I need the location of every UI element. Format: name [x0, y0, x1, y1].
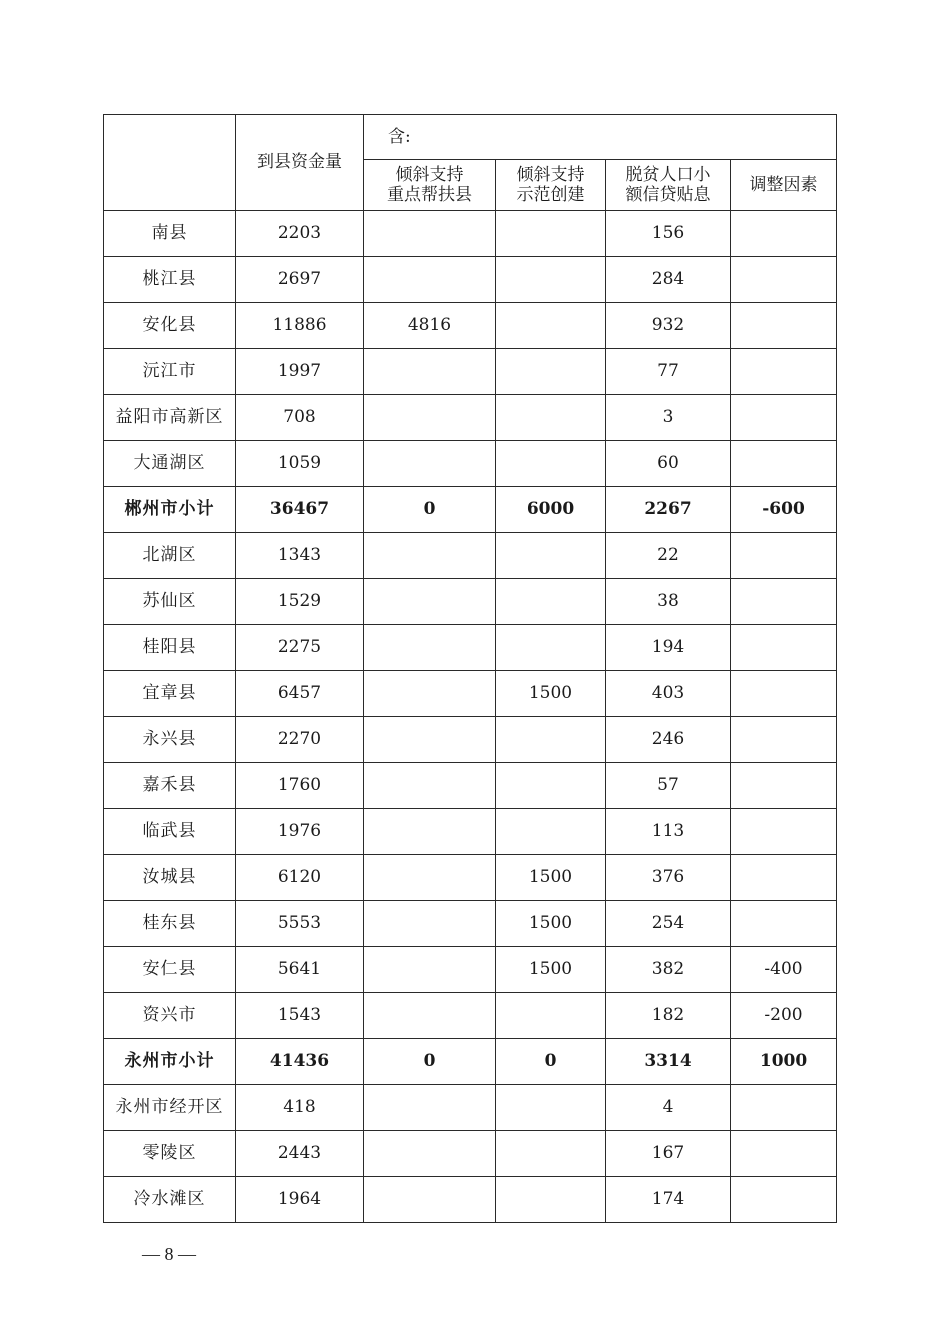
region-name-cell: 宜章县	[104, 671, 236, 717]
funds-total-cell: 1529	[236, 579, 364, 625]
region-name-cell: 北湖区	[104, 533, 236, 579]
region-name-cell: 桃江县	[104, 257, 236, 303]
funds-table-body	[104, 115, 837, 1223]
key-county-support-cell	[364, 671, 496, 717]
adjustment-factor-cell	[731, 441, 837, 487]
table-row	[104, 257, 837, 303]
table-row	[104, 1131, 837, 1177]
adjustment-factor-cell	[731, 1131, 837, 1177]
adjustment-factor-cell	[731, 395, 837, 441]
demo-support-cell	[496, 257, 606, 303]
funds-total-cell: 1964	[236, 1177, 364, 1223]
region-name-cell: 嘉禾县	[104, 763, 236, 809]
subtotal-row	[104, 1039, 837, 1085]
header-key-county-support: 倾斜支持 重点帮扶县	[364, 160, 496, 211]
region-name-cell: 桂阳县	[104, 625, 236, 671]
microloan-subsidy-cell: 57	[606, 763, 731, 809]
header-microloan-subsidy: 脱贫人口小 额信贷贴息	[606, 160, 731, 211]
funds-total-cell: 1760	[236, 763, 364, 809]
adjustment-factor-cell	[731, 257, 837, 303]
demo-support-cell	[496, 809, 606, 855]
region-name-cell: 安化县	[104, 303, 236, 349]
demo-support-cell: 1500	[496, 947, 606, 993]
region-name-cell: 苏仙区	[104, 579, 236, 625]
adjustment-factor-cell: -600	[731, 487, 837, 533]
funds-table	[103, 114, 837, 1223]
region-name-cell: 永州市经开区	[104, 1085, 236, 1131]
key-county-support-cell	[364, 625, 496, 671]
demo-support-cell: 1500	[496, 855, 606, 901]
table-row	[104, 763, 837, 809]
table-row	[104, 533, 837, 579]
demo-support-cell: 0	[496, 1039, 606, 1085]
key-county-support-cell	[364, 947, 496, 993]
microloan-subsidy-cell: 376	[606, 855, 731, 901]
table-row	[104, 441, 837, 487]
key-county-support-cell	[364, 809, 496, 855]
microloan-subsidy-cell: 182	[606, 993, 731, 1039]
region-name-cell: 郴州市小计	[104, 487, 236, 533]
microloan-subsidy-cell: 3	[606, 395, 731, 441]
adjustment-factor-cell	[731, 1085, 837, 1131]
microloan-subsidy-cell: 284	[606, 257, 731, 303]
adjustment-factor-cell	[731, 1177, 837, 1223]
demo-support-cell	[496, 1085, 606, 1131]
demo-support-cell: 1500	[496, 901, 606, 947]
microloan-subsidy-cell: 3314	[606, 1039, 731, 1085]
demo-support-cell: 1500	[496, 671, 606, 717]
key-county-support-cell	[364, 211, 496, 257]
microloan-subsidy-cell: 38	[606, 579, 731, 625]
adjustment-factor-cell	[731, 809, 837, 855]
table-row	[104, 671, 837, 717]
adjustment-factor-cell	[731, 763, 837, 809]
region-name-cell: 安仁县	[104, 947, 236, 993]
microloan-subsidy-cell: 2267	[606, 487, 731, 533]
key-county-support-cell	[364, 1085, 496, 1131]
demo-support-cell	[496, 395, 606, 441]
adjustment-factor-cell	[731, 533, 837, 579]
table-row	[104, 211, 837, 257]
funds-total-cell: 41436	[236, 1039, 364, 1085]
key-county-support-cell	[364, 901, 496, 947]
funds-total-cell: 2443	[236, 1131, 364, 1177]
key-county-support-cell	[364, 993, 496, 1039]
key-county-support-cell	[364, 855, 496, 901]
region-name-cell: 益阳市高新区	[104, 395, 236, 441]
funds-total-cell: 418	[236, 1085, 364, 1131]
demo-support-cell	[496, 441, 606, 487]
table-row	[104, 1177, 837, 1223]
demo-support-cell	[496, 763, 606, 809]
key-county-support-cell	[364, 349, 496, 395]
key-county-support-cell	[364, 717, 496, 763]
microloan-subsidy-cell: 167	[606, 1131, 731, 1177]
region-name-cell: 永兴县	[104, 717, 236, 763]
funds-total-cell: 1543	[236, 993, 364, 1039]
funds-total-cell: 2697	[236, 257, 364, 303]
table-row	[104, 855, 837, 901]
demo-support-cell	[496, 533, 606, 579]
demo-support-cell	[496, 579, 606, 625]
microloan-subsidy-cell: 77	[606, 349, 731, 395]
microloan-subsidy-cell: 22	[606, 533, 731, 579]
table-row	[104, 303, 837, 349]
key-county-support-cell: 0	[364, 1039, 496, 1085]
page-number: — 8 —	[142, 1244, 196, 1264]
table-row	[104, 625, 837, 671]
table-row	[104, 349, 837, 395]
header-contains-label: 含:	[364, 115, 837, 160]
region-name-cell: 永州市小计	[104, 1039, 236, 1085]
funds-total-cell: 1059	[236, 441, 364, 487]
region-name-cell: 零陵区	[104, 1131, 236, 1177]
region-name-cell: 冷水滩区	[104, 1177, 236, 1223]
adjustment-factor-cell: -400	[731, 947, 837, 993]
demo-support-cell	[496, 349, 606, 395]
header-funds-to-county: 到县资金量	[236, 115, 364, 211]
table-row	[104, 993, 837, 1039]
funds-total-cell: 36467	[236, 487, 364, 533]
funds-total-cell: 2203	[236, 211, 364, 257]
key-county-support-cell	[364, 533, 496, 579]
adjustment-factor-cell: -200	[731, 993, 837, 1039]
demo-support-cell	[496, 1131, 606, 1177]
adjustment-factor-cell	[731, 855, 837, 901]
microloan-subsidy-cell: 194	[606, 625, 731, 671]
adjustment-factor-cell	[731, 901, 837, 947]
table-row	[104, 395, 837, 441]
demo-support-cell	[496, 303, 606, 349]
microloan-subsidy-cell: 174	[606, 1177, 731, 1223]
adjustment-factor-cell: 1000	[731, 1039, 837, 1085]
microloan-subsidy-cell: 113	[606, 809, 731, 855]
funds-total-cell: 1343	[236, 533, 364, 579]
header-adjustment-factor: 调整因素	[731, 160, 837, 211]
demo-support-cell	[496, 993, 606, 1039]
key-county-support-cell	[364, 1177, 496, 1223]
header-row-1	[104, 115, 837, 160]
table-row	[104, 717, 837, 763]
adjustment-factor-cell	[731, 349, 837, 395]
microloan-subsidy-cell: 932	[606, 303, 731, 349]
adjustment-factor-cell	[731, 211, 837, 257]
funds-total-cell: 11886	[236, 303, 364, 349]
microloan-subsidy-cell: 60	[606, 441, 731, 487]
demo-support-cell: 6000	[496, 487, 606, 533]
header-region-cell	[104, 115, 236, 211]
key-county-support-cell	[364, 579, 496, 625]
microloan-subsidy-cell: 403	[606, 671, 731, 717]
key-county-support-cell: 4816	[364, 303, 496, 349]
region-name-cell: 南县	[104, 211, 236, 257]
microloan-subsidy-cell: 156	[606, 211, 731, 257]
funds-total-cell: 2275	[236, 625, 364, 671]
table-row	[104, 809, 837, 855]
region-name-cell: 沅江市	[104, 349, 236, 395]
demo-support-cell	[496, 717, 606, 763]
funds-total-cell: 1997	[236, 349, 364, 395]
funds-total-cell: 5641	[236, 947, 364, 993]
table-row	[104, 901, 837, 947]
key-county-support-cell	[364, 395, 496, 441]
adjustment-factor-cell	[731, 671, 837, 717]
adjustment-factor-cell	[731, 717, 837, 763]
table-row	[104, 947, 837, 993]
microloan-subsidy-cell: 382	[606, 947, 731, 993]
key-county-support-cell	[364, 763, 496, 809]
table-row	[104, 579, 837, 625]
microloan-subsidy-cell: 4	[606, 1085, 731, 1131]
funds-total-cell: 5553	[236, 901, 364, 947]
funds-total-cell: 6120	[236, 855, 364, 901]
region-name-cell: 汝城县	[104, 855, 236, 901]
funds-total-cell: 708	[236, 395, 364, 441]
demo-support-cell	[496, 625, 606, 671]
region-name-cell: 临武县	[104, 809, 236, 855]
microloan-subsidy-cell: 246	[606, 717, 731, 763]
adjustment-factor-cell	[731, 625, 837, 671]
adjustment-factor-cell	[731, 303, 837, 349]
demo-support-cell	[496, 1177, 606, 1223]
adjustment-factor-cell	[731, 579, 837, 625]
region-name-cell: 大通湖区	[104, 441, 236, 487]
subtotal-row	[104, 487, 837, 533]
header-demo-support: 倾斜支持 示范创建	[496, 160, 606, 211]
demo-support-cell	[496, 211, 606, 257]
microloan-subsidy-cell: 254	[606, 901, 731, 947]
key-county-support-cell: 0	[364, 487, 496, 533]
key-county-support-cell	[364, 1131, 496, 1177]
funds-total-cell: 1976	[236, 809, 364, 855]
region-name-cell: 资兴市	[104, 993, 236, 1039]
funds-total-cell: 6457	[236, 671, 364, 717]
key-county-support-cell	[364, 257, 496, 303]
funds-total-cell: 2270	[236, 717, 364, 763]
region-name-cell: 桂东县	[104, 901, 236, 947]
table-row	[104, 1085, 837, 1131]
key-county-support-cell	[364, 441, 496, 487]
